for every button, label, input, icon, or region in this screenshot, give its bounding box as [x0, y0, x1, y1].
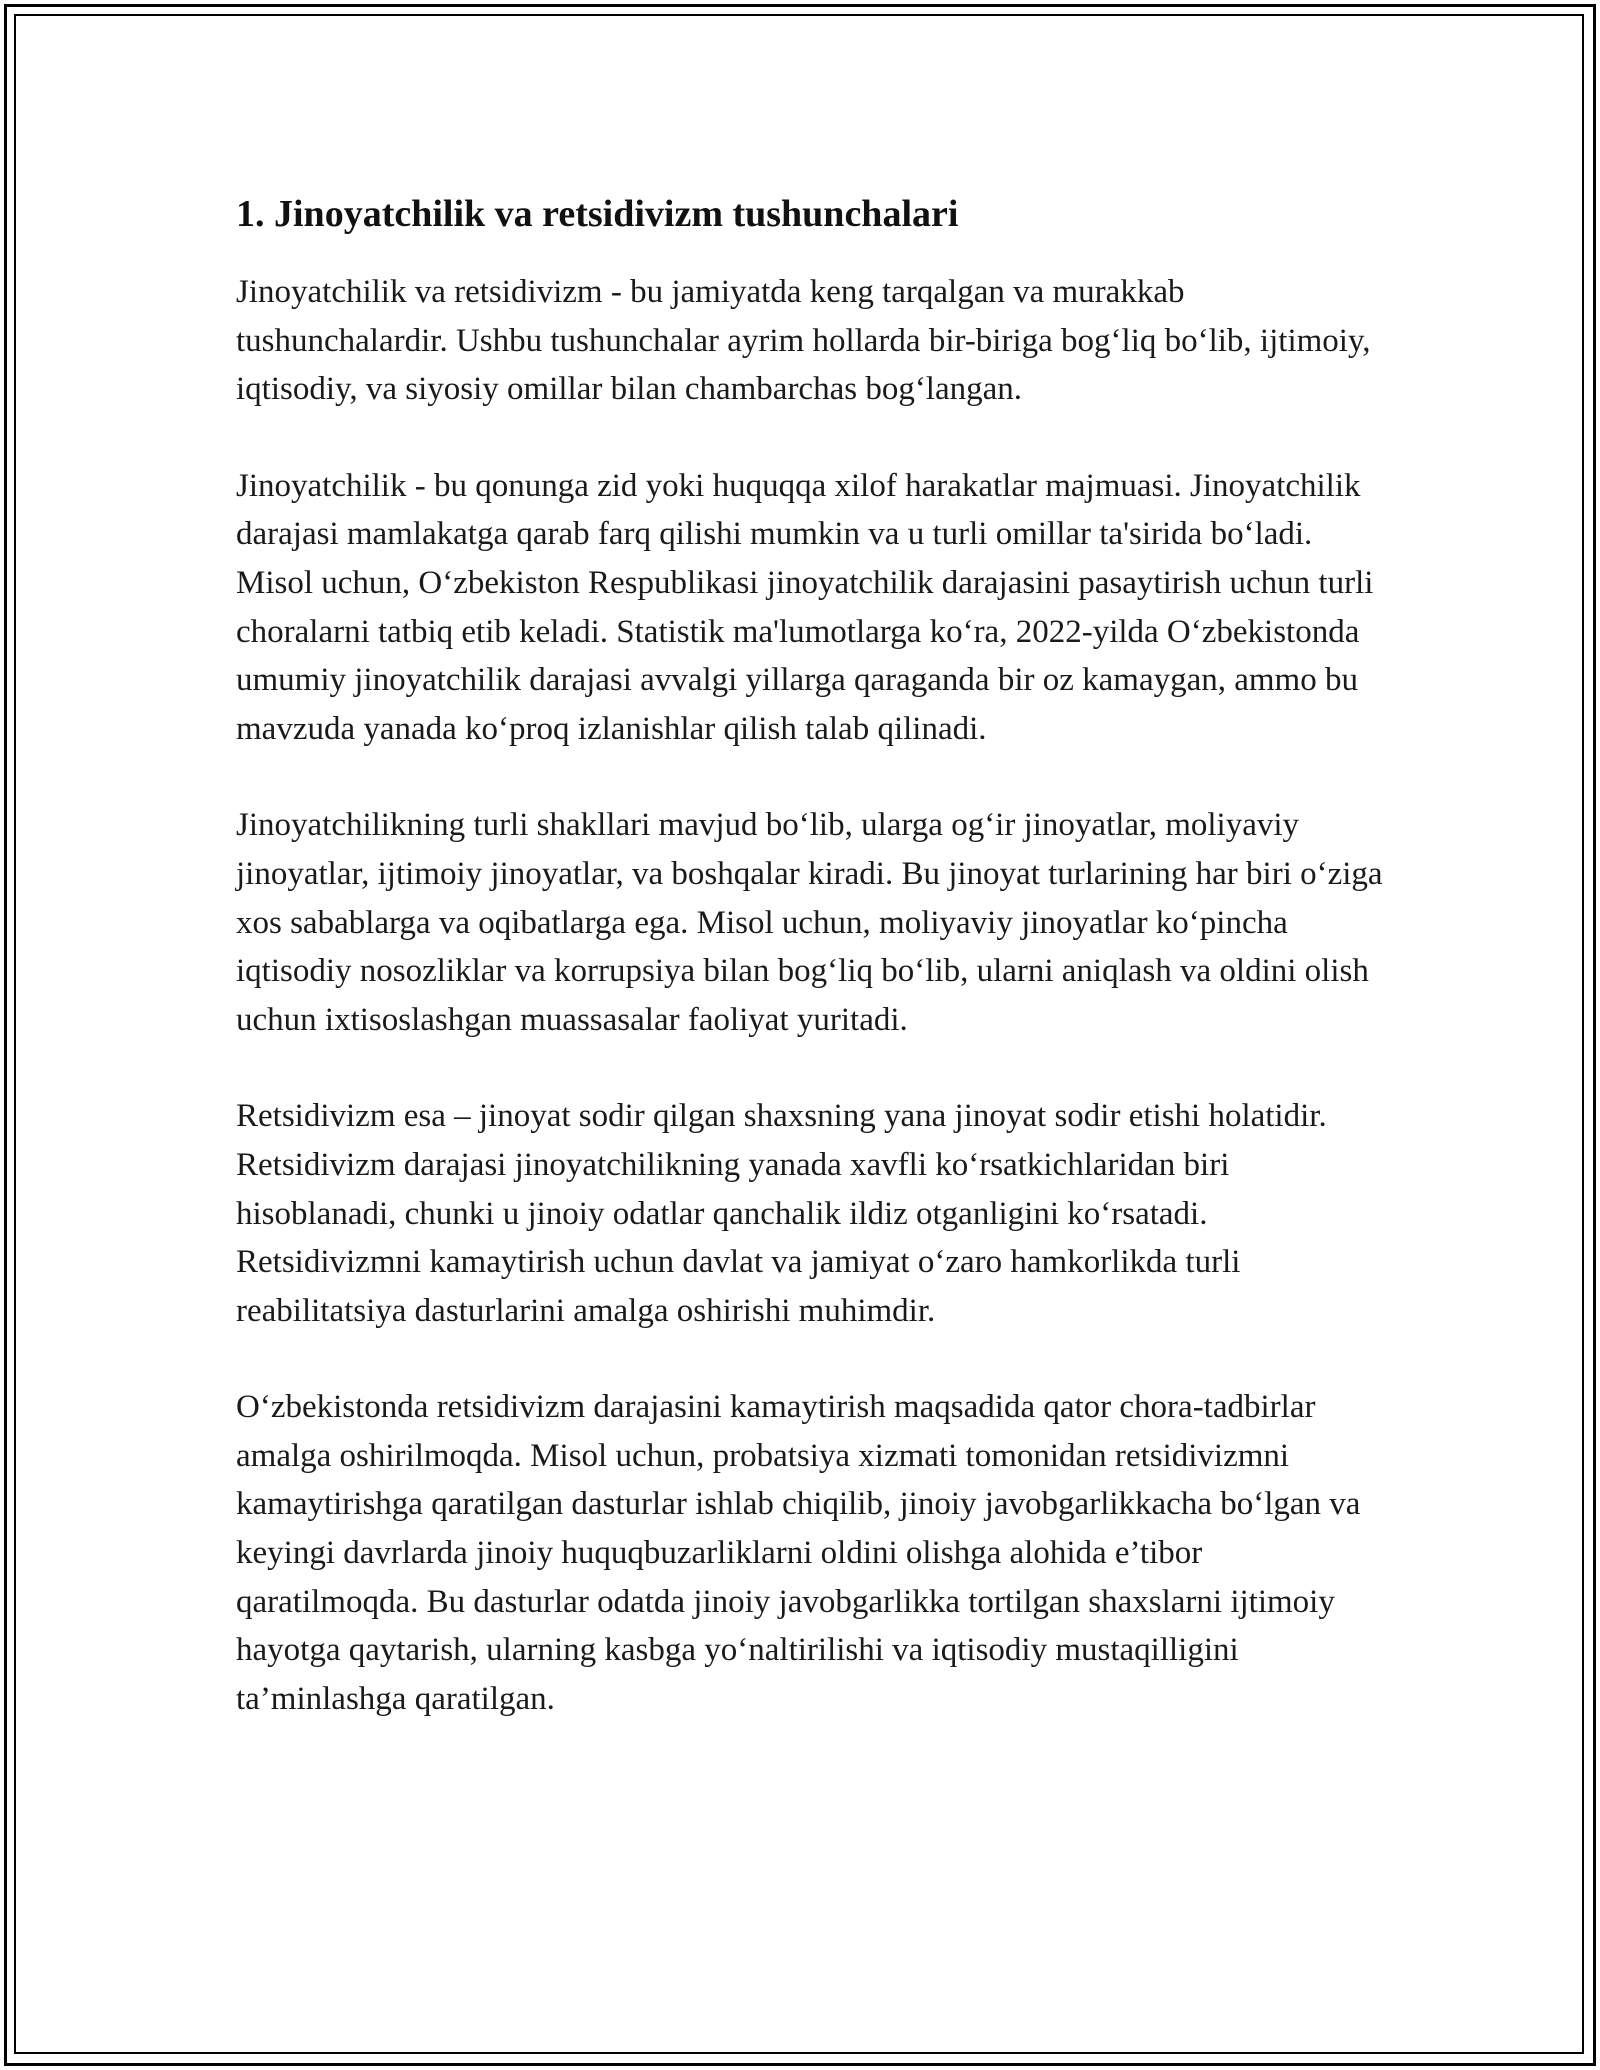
paragraph-2: Jinoyatchilik - bu qonunga zid yoki huquqqa xilof harakatlar majmuasi. Jinoyatchilik darajasi mamlakatga qarab farq qilishi mumkin va u turli omillar ta'sirida bo‘ladi. Misol uchun, O‘zbekiston Respublikasi jinoyatchilik darajasini pasaytirish uchun turli choralarni tatbiq etib keladi. Statistik ma'lumotlarga ko‘ra, 2022-yilda O‘zbekistonda umumiy jinoyatchilik darajasi avvalgi yillarga qaraganda bir oz kamaygan, ammo bu mavzuda yanada ko‘proq izlanishlar qilish talab qilinadi. [236, 467, 1374, 747]
section-title: 1. Jinoyatchilik va retsidivizm tushunchalari [236, 193, 959, 235]
paragraph-4: Retsidivizm esa – jinoyat sodir qilgan shaxsning yana jinoyat sodir etishi holatidir. Retsidivizm darajasi jinoyatchilikning yanada xavfli ko‘rsatkichlaridan biri hisoblanadi, chunki u jinoiy odatlar qanchalik ildiz otganligini ko‘rsatadi. Retsidivizmni kamaytirish uchun davlat va jamiyat o‘zaro hamkorlikda turli reabilitatsiya dasturlarini amalga oshirishi muhimdir. [236, 1098, 1327, 1329]
document-body [236, 186, 1386, 1723]
paragraph-1: Jinoyatchilik va retsidivizm - bu jamiyatda keng tarqalgan va murakkab tushunchalardir. Ushbu tushunchalar ayrim hollarda bir-biriga bog‘liq bo‘lib, ijtimoiy, iqtisodiy, va siyosiy omillar bilan chambarchas bog‘langan. [236, 274, 1371, 408]
paragraph-5: O‘zbekistonda retsidivizm darajasini kamaytirish maqsadida qator chora-tadbirlar amalga oshirilmoqda. Misol uchun, probatsiya xizmati tomonidan retsidivizmni kamaytirishga qaratilgan dasturlar ishlab chiqilib, jinoiy javobgarlikkacha bo‘lgan va keyingi davrlarda jinoiy huquqbuzarliklarni oldini olishga alohida e’tibor qaratilmoqda. Bu dasturlar odatda jinoiy javobgarlikka tortilgan shaxslarni ijtimoiy hayotga qaytarish, ularning kasbga yo‘naltirilishi va iqtisodiy mustaqilligini ta’minlashga qaratilgan. [236, 1389, 1361, 1717]
paragraph-3: Jinoyatchilikning turli shakllari mavjud bo‘lib, ularga og‘ir jinoyatlar, moliyaviy jinoyatlar, ijtimoiy jinoyatlar, va boshqalar kiradi. Bu jinoyat turlarining har biri o‘ziga xos sabablarga va oqibatlarga ega. Misol uchun, moliyaviy jinoyatlar ko‘pincha iqtisodiy nosozliklar va korrupsiya bilan bog‘liq bo‘lib, ularni aniqlash va oldini olish uchun ixtisoslashgan muassasalar faoliyat yuritadi. [236, 807, 1383, 1038]
